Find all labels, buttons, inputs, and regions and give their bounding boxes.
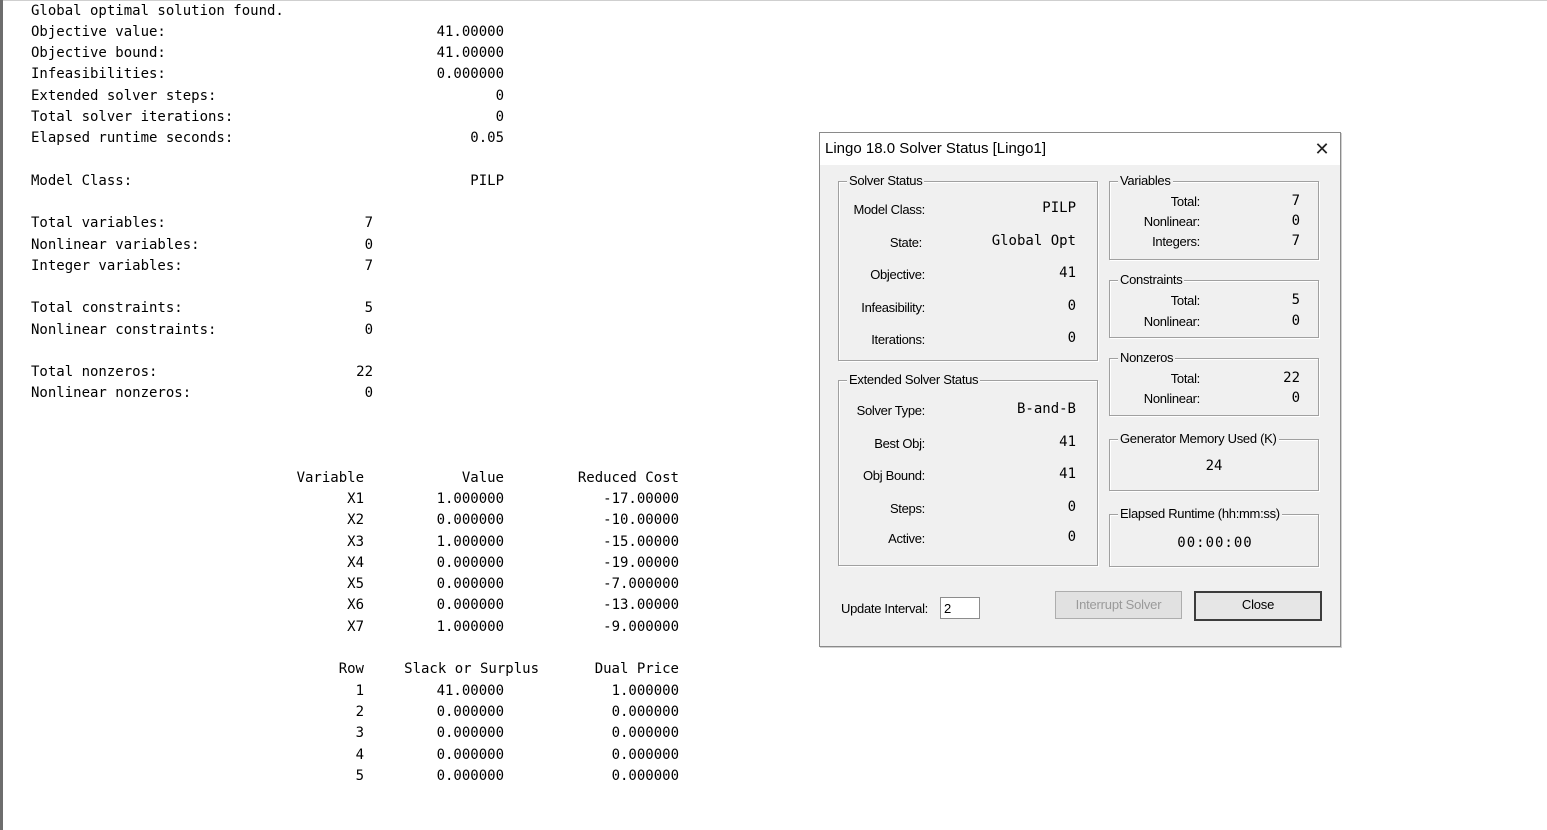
field-value: 5 — [1291, 292, 1300, 308]
extended-status-legend: Extended Solver Status — [849, 372, 979, 387]
field-value: 0 — [1067, 529, 1076, 545]
dual-price-cell: 1.000000 — [611, 683, 679, 699]
field-value: 7 — [1291, 233, 1300, 249]
summary-value: 0.000000 — [436, 66, 504, 82]
variable-cell: X1 — [347, 491, 364, 507]
summary-value: 0.05 — [470, 130, 504, 146]
count-label: Total constraints: — [31, 300, 183, 316]
field-label: Total: — [1170, 194, 1200, 209]
row-cell: 1 — [355, 683, 364, 699]
reduced-cost-cell: -10.00000 — [603, 512, 679, 528]
report-header: Global optimal solution found. — [31, 3, 284, 19]
row-cell: 3 — [355, 725, 364, 741]
reduced-cost-cell: -19.00000 — [603, 555, 679, 571]
field-label: Total: — [1170, 371, 1200, 386]
field-label: Total: — [1170, 293, 1200, 308]
value-cell: 0.000000 — [436, 512, 504, 528]
nonzeros-legend: Nonzeros — [1120, 350, 1174, 365]
update-interval-input[interactable]: 2 — [940, 597, 980, 619]
value-cell: 0.000000 — [436, 597, 504, 613]
summary-label: Elapsed runtime seconds: — [31, 130, 234, 146]
variables-legend: Variables — [1120, 173, 1171, 188]
dialog-title: Lingo 18.0 Solver Status [Lingo1] — [825, 140, 1046, 157]
reduced-cost-cell: -9.000000 — [603, 619, 679, 635]
field-value: 41 — [1059, 434, 1076, 450]
summary-label: Total solver iterations: — [31, 109, 234, 125]
value-cell: 0.000000 — [436, 555, 504, 571]
slack-cell: 41.00000 — [436, 683, 504, 699]
count-label: Nonlinear variables: — [31, 237, 200, 253]
count-value: 0 — [364, 385, 373, 401]
row-cell: 2 — [355, 704, 364, 720]
field-value: 0 — [1291, 390, 1300, 406]
slack-header: Slack or Surplus — [404, 661, 539, 677]
dual-price-header: Dual Price — [594, 661, 679, 677]
field-label: State: — [889, 235, 922, 250]
field-value: 0 — [1067, 330, 1076, 346]
count-label: Nonlinear constraints: — [31, 322, 217, 338]
extended-solver-status-group — [838, 372, 1098, 566]
value-cell: 1.000000 — [436, 491, 504, 507]
row-header: Row — [338, 661, 364, 677]
field-value: 0 — [1291, 313, 1300, 329]
window-left-border — [0, 0, 3, 830]
generator-memory-group — [1109, 431, 1319, 491]
variable-cell: X7 — [347, 619, 364, 635]
value-cell: 1.000000 — [436, 534, 504, 550]
field-value: 0 — [1067, 499, 1076, 515]
field-value: B-and-B — [1016, 401, 1076, 417]
count-value: 0 — [364, 237, 373, 253]
solver-status-group — [838, 173, 1098, 361]
field-label: Objective: — [870, 267, 925, 282]
field-value: PILP — [1042, 200, 1076, 216]
field-label: Nonlinear: — [1143, 391, 1200, 406]
summary-value: 0 — [495, 88, 504, 104]
value-cell: 0.000000 — [436, 576, 504, 592]
close-button[interactable]: Close — [1194, 591, 1322, 621]
field-label: Infeasibility: — [861, 300, 925, 315]
variable-cell: X3 — [347, 534, 364, 550]
field-value: 41 — [1059, 265, 1076, 281]
summary-value: 41.00000 — [436, 24, 504, 40]
slack-cell: 0.000000 — [436, 704, 504, 720]
row-cell: 4 — [355, 747, 364, 763]
summary-label: Objective bound: — [31, 45, 166, 61]
summary-label: Infeasibilities: — [31, 66, 166, 82]
solver-status-legend: Solver Status — [849, 173, 923, 188]
reduced-cost-cell: -15.00000 — [603, 534, 679, 550]
value-cell: 1.000000 — [436, 619, 504, 635]
count-label: Total variables: — [31, 215, 166, 231]
reduced-cost-cell: -7.000000 — [603, 576, 679, 592]
field-value: 41 — [1059, 466, 1076, 482]
field-label: Nonlinear: — [1143, 314, 1200, 329]
value-header: Value — [461, 470, 504, 486]
elapsed-runtime-legend: Elapsed Runtime (hh:mm:ss) — [1120, 506, 1280, 521]
count-value: 0 — [364, 322, 373, 338]
reduced-cost-cell: -13.00000 — [603, 597, 679, 613]
variable-header: Variable — [296, 470, 364, 486]
variables-group — [1109, 173, 1319, 260]
constraints-group — [1109, 272, 1319, 338]
row-cell: 5 — [355, 768, 364, 784]
count-value: 7 — [364, 258, 373, 274]
dual-price-cell: 0.000000 — [611, 704, 679, 720]
reduced-cost-header: Reduced Cost — [577, 470, 679, 486]
variable-cell: X2 — [347, 512, 364, 528]
dialog-title-bar[interactable] — [820, 133, 1340, 165]
count-label: Total nonzeros: — [31, 364, 158, 380]
summary-label: Objective value: — [31, 24, 166, 40]
field-label: Active: — [888, 531, 925, 546]
constraints-legend: Constraints — [1120, 272, 1183, 287]
count-value: 22 — [356, 364, 373, 380]
count-value: 5 — [364, 300, 373, 316]
count-value: 7 — [364, 215, 373, 231]
variable-cell: X4 — [347, 555, 364, 571]
field-label: Model Class: — [853, 202, 925, 217]
interrupt-solver-button[interactable]: Interrupt Solver — [1055, 591, 1182, 619]
update-interval-label: Update Interval: — [841, 601, 928, 616]
slack-cell: 0.000000 — [436, 747, 504, 763]
summary-value: 41.00000 — [436, 45, 504, 61]
elapsed-runtime-group — [1109, 506, 1319, 567]
count-label: Nonlinear nonzeros: — [31, 385, 192, 401]
count-label: Integer variables: — [31, 258, 183, 274]
field-value: 7 — [1291, 193, 1300, 209]
field-value: 0 — [1067, 298, 1076, 314]
field-label: Solver Type: — [856, 403, 925, 418]
field-label: Steps: — [889, 501, 925, 516]
field-value: 0 — [1291, 213, 1300, 229]
summary-label: Extended solver steps: — [31, 88, 217, 104]
elapsed-runtime-value: 00:00:00 — [1177, 535, 1253, 551]
model-class-value: PILP — [470, 173, 504, 189]
variable-cell: X6 — [347, 597, 364, 613]
solver-status-dialog — [819, 132, 1341, 647]
dual-price-cell: 0.000000 — [611, 747, 679, 763]
nonzeros-group — [1109, 350, 1319, 416]
field-label: Iterations: — [871, 332, 925, 347]
dual-price-cell: 0.000000 — [611, 725, 679, 741]
slack-cell: 0.000000 — [436, 725, 504, 741]
field-value: Global Opt — [991, 233, 1076, 249]
field-label: Integers: — [1152, 234, 1200, 249]
reduced-cost-cell: -17.00000 — [603, 491, 679, 507]
generator-memory-value: 24 — [1205, 458, 1223, 474]
generator-memory-legend: Generator Memory Used (K) — [1120, 431, 1277, 446]
field-label: Obj Bound: — [862, 468, 925, 483]
model-class-label: Model Class: — [31, 173, 133, 189]
summary-value: 0 — [495, 109, 504, 125]
field-label: Nonlinear: — [1143, 214, 1200, 229]
slack-cell: 0.000000 — [436, 768, 504, 784]
field-label: Best Obj: — [874, 436, 925, 451]
close-icon[interactable]: ✕ — [1314, 139, 1330, 159]
variable-cell: X5 — [347, 576, 364, 592]
dual-price-cell: 0.000000 — [611, 768, 679, 784]
field-value: 22 — [1283, 370, 1300, 386]
